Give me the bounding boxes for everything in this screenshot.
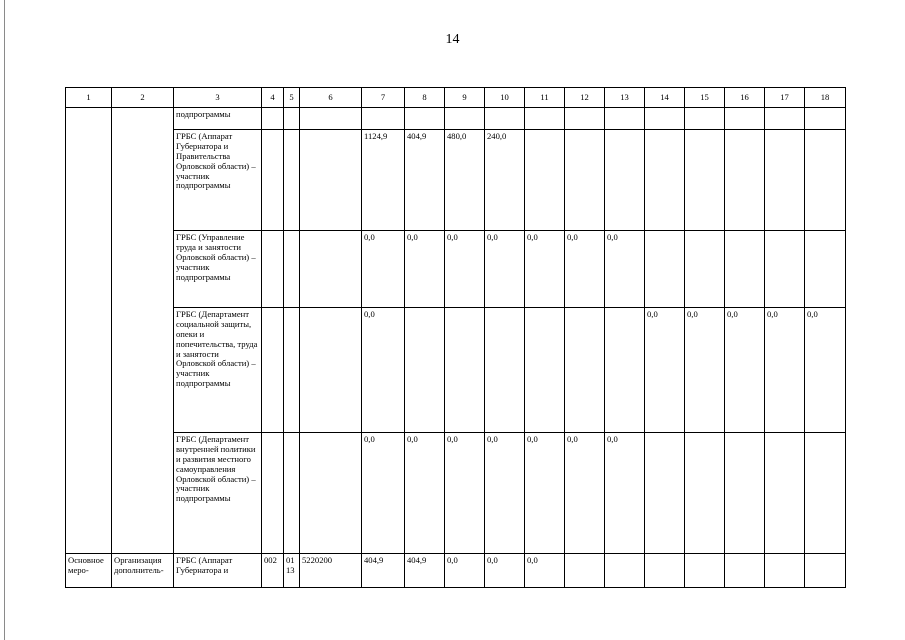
- value-cell: 404,9: [405, 130, 445, 231]
- table-cell: [284, 231, 300, 308]
- value-cell: [765, 130, 805, 231]
- value-cell: [805, 554, 846, 588]
- value-cell: 0,0: [362, 231, 405, 308]
- value-cell: [685, 231, 725, 308]
- value-cell: [405, 108, 445, 130]
- page-number: 14: [445, 32, 460, 47]
- value-cell: [605, 554, 645, 588]
- value-cell: 0,0: [765, 308, 805, 433]
- value-cell: [605, 130, 645, 231]
- table-cell: [284, 130, 300, 231]
- value-cell: [565, 108, 605, 130]
- table-row: [66, 130, 846, 231]
- row-label: ГРБС (Департамент социальной защиты, опеки и попечительства, труда и занятости Орловской области) – участник подпрограммы: [174, 308, 262, 433]
- table-cell: 002: [262, 554, 284, 588]
- value-cell: 1124,9: [362, 130, 405, 231]
- table-row: [66, 231, 846, 308]
- value-cell: [525, 108, 565, 130]
- value-cell: [605, 108, 645, 130]
- value-cell: [765, 433, 805, 554]
- table-cell: [300, 231, 362, 308]
- value-cell: [725, 108, 765, 130]
- value-cell: [565, 308, 605, 433]
- value-cell: 0,0: [605, 231, 645, 308]
- value-cell: 0,0: [565, 231, 605, 308]
- row-label: подпрограммы: [174, 108, 262, 130]
- header-cell: 3: [174, 88, 262, 108]
- header-cell: 9: [445, 88, 485, 108]
- value-cell: 0,0: [362, 433, 405, 554]
- merged-cell-col1: [66, 108, 112, 554]
- value-cell: 480,0: [445, 130, 485, 231]
- merged-cell-col2: [112, 108, 174, 554]
- value-cell: [405, 308, 445, 433]
- value-cell: [805, 433, 846, 554]
- value-cell: [645, 130, 685, 231]
- value-cell: 404,9: [405, 554, 445, 588]
- table-cell: [262, 433, 284, 554]
- table-cell: [300, 108, 362, 130]
- table-cell: [284, 308, 300, 433]
- scan-edge-line: [4, 0, 5, 640]
- value-cell: 0,0: [725, 308, 765, 433]
- value-cell: [685, 433, 725, 554]
- value-cell: [725, 130, 765, 231]
- value-cell: [725, 554, 765, 588]
- value-cell: 0,0: [445, 231, 485, 308]
- value-cell: 0,0: [485, 231, 525, 308]
- value-cell: 0,0: [645, 308, 685, 433]
- header-cell: 4: [262, 88, 284, 108]
- table-cell: [300, 308, 362, 433]
- header-cell: 6: [300, 88, 362, 108]
- value-cell: [645, 433, 685, 554]
- header-cell: 7: [362, 88, 405, 108]
- value-cell: 0,0: [405, 433, 445, 554]
- value-cell: 0,0: [685, 308, 725, 433]
- value-cell: [485, 108, 525, 130]
- value-cell: [685, 130, 725, 231]
- value-cell: [645, 231, 685, 308]
- value-cell: [805, 231, 846, 308]
- value-cell: [565, 554, 605, 588]
- header-cell: 12: [565, 88, 605, 108]
- row-col1: Основное меро-: [66, 554, 112, 588]
- budget-table: [65, 87, 846, 588]
- header-row: [66, 88, 846, 108]
- table-cell: [300, 433, 362, 554]
- table-cell: [300, 130, 362, 231]
- value-cell: [445, 108, 485, 130]
- header-cell: 16: [725, 88, 765, 108]
- row-label: ГРБС (Департамент внутренней политики и развития местного самоуправления Орловской области) – участник подпрограммы: [174, 433, 262, 554]
- table-cell: [284, 108, 300, 130]
- header-cell: 2: [112, 88, 174, 108]
- value-cell: 240,0: [485, 130, 525, 231]
- value-cell: 404,9: [362, 554, 405, 588]
- table-cell: [262, 231, 284, 308]
- header-cell: 11: [525, 88, 565, 108]
- value-cell: [525, 308, 565, 433]
- table-cell: [262, 308, 284, 433]
- value-cell: 0,0: [362, 308, 405, 433]
- value-cell: 0,0: [525, 231, 565, 308]
- table-cell: [284, 433, 300, 554]
- header-cell: 10: [485, 88, 525, 108]
- header-cell: 14: [645, 88, 685, 108]
- value-cell: 0,0: [485, 433, 525, 554]
- value-cell: [765, 231, 805, 308]
- value-cell: [685, 108, 725, 130]
- header-cell: 1: [66, 88, 112, 108]
- row-label: ГРБС (Управление труда и занятости Орловской области) – участник подпрограммы: [174, 231, 262, 308]
- value-cell: [765, 108, 805, 130]
- value-cell: [445, 308, 485, 433]
- row-col2: Организация дополнитель-: [112, 554, 174, 588]
- value-cell: 0,0: [605, 433, 645, 554]
- table-cell: [262, 108, 284, 130]
- table-row: [66, 433, 846, 554]
- value-cell: [725, 433, 765, 554]
- value-cell: 0,0: [445, 554, 485, 588]
- value-cell: [645, 554, 685, 588]
- value-cell: 0,0: [565, 433, 605, 554]
- table-row: [66, 108, 846, 130]
- header-cell: 18: [805, 88, 846, 108]
- table-cell: 01 13: [284, 554, 300, 588]
- header-cell: 15: [685, 88, 725, 108]
- value-cell: 0,0: [405, 231, 445, 308]
- value-cell: [685, 554, 725, 588]
- header-cell: 17: [765, 88, 805, 108]
- value-cell: 0,0: [485, 554, 525, 588]
- row-label: ГРБС (Аппарат Губернатора и: [174, 554, 262, 588]
- value-cell: [525, 130, 565, 231]
- table-row: [66, 308, 846, 433]
- value-cell: [362, 108, 405, 130]
- table-cell: 5220200: [300, 554, 362, 588]
- header-cell: 5: [284, 88, 300, 108]
- header-cell: 13: [605, 88, 645, 108]
- value-cell: [805, 108, 846, 130]
- value-cell: [805, 130, 846, 231]
- value-cell: [605, 308, 645, 433]
- value-cell: 0,0: [525, 554, 565, 588]
- table-cell: [262, 130, 284, 231]
- value-cell: [645, 108, 685, 130]
- value-cell: 0,0: [445, 433, 485, 554]
- value-cell: [725, 231, 765, 308]
- value-cell: 0,0: [525, 433, 565, 554]
- value-cell: [485, 308, 525, 433]
- value-cell: 0,0: [805, 308, 846, 433]
- table-row: [66, 554, 846, 588]
- header-cell: 8: [405, 88, 445, 108]
- value-cell: [765, 554, 805, 588]
- row-label: ГРБС (Аппарат Губернатора и Правительства Орловской области) – участник подпрограммы: [174, 130, 262, 231]
- value-cell: [565, 130, 605, 231]
